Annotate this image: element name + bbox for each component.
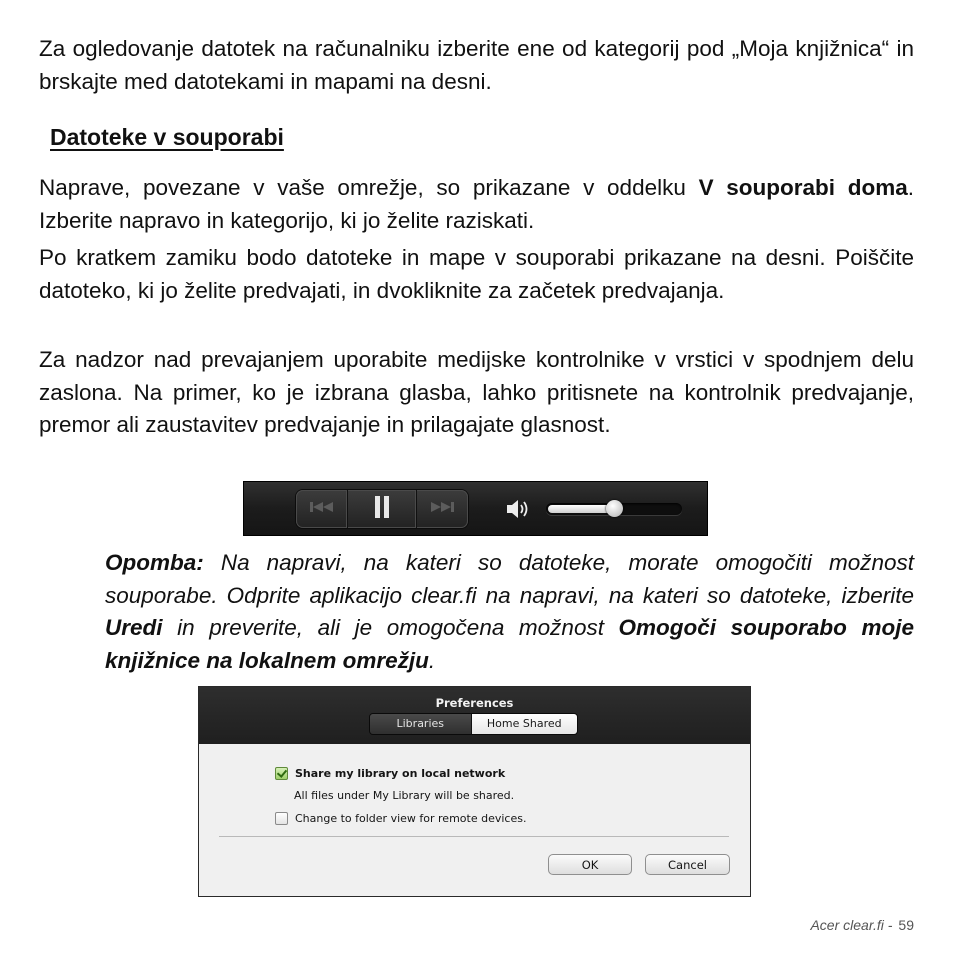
dialog-header [199, 687, 750, 744]
folder-view-checkbox[interactable] [275, 812, 288, 825]
share-library-row[interactable] [275, 767, 505, 780]
note-bold-edit: Uredi [105, 615, 163, 640]
tab-libraries[interactable]: Libraries [370, 714, 472, 734]
control-text: Za nadzor nad prevajanjem uporabite medijske kontrolnike v vrstici v spodnjem delu zaslona. Na primer, ko je izbrana glasba, lahko pritisnete na kontrolnik predvajanje, premor ali zaustavitev predvajanje in prilagajate glasnost. [39, 347, 914, 437]
folder-view-row[interactable] [275, 812, 526, 825]
devices-bold-text: V souporabi doma [698, 175, 908, 200]
note-text: Na napravi, na kateri so datoteke, morate omogočiti možnost souporabe. Odprite aplikacijo clear.fi na napravi, na kateri so datoteke, izberite [105, 550, 914, 608]
dialog-body [199, 744, 750, 896]
note-text-end: . [428, 647, 436, 673]
previous-icon [309, 500, 335, 518]
folder-view-label: Change to folder view for remote devices. [295, 812, 527, 825]
intro-text: Za ogledovanje datotek na računalniku izberite ene od kategorij pod „Moja knjižnica“ in brskajte med datotekami in mapami na desni. [39, 36, 914, 94]
devices-text-end: . Izberite napravo in kategorijo, ki jo želite raziskati. [39, 175, 914, 233]
ok-button[interactable]: OK [548, 854, 632, 875]
pause-button[interactable] [348, 490, 416, 528]
devices-paragraph [39, 172, 914, 237]
note-bold-option: Omogoči souporabo moje knjižnice na lokalnem omrežju [105, 615, 914, 673]
pause-icon [373, 495, 391, 524]
volume-slider[interactable] [546, 503, 682, 515]
intro-paragraph [39, 33, 914, 98]
note-text-2: in preverite, ali je omogočena možnost [162, 615, 619, 640]
cancel-button[interactable]: Cancel [645, 854, 730, 875]
volume-slider-fill [548, 505, 614, 513]
delay-text: Po kratkem zamiku bodo datoteke in mape v souporabi prikazane na desni. Poiščite datoteko, ki jo želite predvajati, in dvokliknite za začetek predvajanja. [39, 245, 914, 303]
media-player-bar [243, 481, 708, 536]
section-heading [50, 121, 284, 153]
devices-text: Naprave, povezane v vaše omrežje, so prikazane v oddelku [39, 175, 699, 200]
page-footer [810, 917, 914, 933]
note-paragraph [105, 547, 914, 677]
page-number: 59 [898, 917, 914, 933]
next-icon [429, 500, 455, 518]
next-button[interactable] [417, 490, 468, 528]
preferences-dialog [198, 686, 751, 897]
section-heading-text: Datoteke v souporabi [50, 124, 284, 150]
volume-slider-knob[interactable] [606, 500, 623, 517]
previous-button[interactable] [296, 490, 348, 528]
delay-paragraph [39, 242, 914, 307]
share-library-checkbox[interactable] [275, 767, 288, 780]
dialog-title: Preferences [435, 696, 514, 710]
footer-product: Acer clear.fi - [810, 917, 893, 933]
share-library-label: Share my library on local network [295, 767, 506, 780]
speaker-icon[interactable] [506, 498, 532, 525]
dialog-tabs [369, 713, 578, 735]
tab-home-shared[interactable]: Home Shared [472, 714, 577, 734]
note-label: Opomba: [105, 550, 204, 575]
dialog-divider [219, 836, 729, 837]
control-paragraph [39, 344, 914, 442]
transport-controls [296, 490, 468, 528]
share-library-hint: All files under My Library will be shared. [294, 789, 515, 802]
